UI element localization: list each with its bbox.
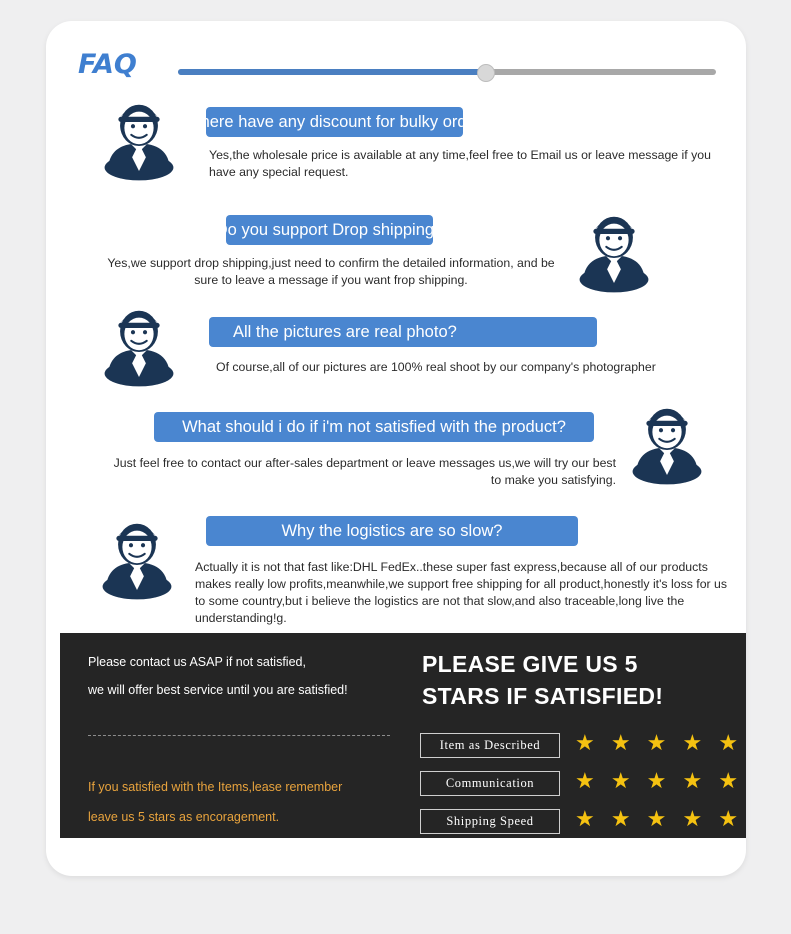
footer-divider (88, 735, 390, 736)
faq-item-4 (46, 389, 746, 499)
rating-label: Communication (420, 771, 560, 796)
support-agent-icon (96, 97, 182, 188)
support-agent-icon (94, 516, 180, 607)
footer-line-1: Please contact us ASAP if not satisfied, (88, 655, 306, 669)
progress-slider[interactable] (178, 68, 716, 76)
faq-item-1 (46, 89, 746, 199)
rating-row (420, 730, 744, 764)
slider-knob[interactable] (477, 64, 495, 82)
faq-answer-4: Just feel free to contact our after-sales department or leave messages us,we will try our best to make you satisfying. (113, 456, 616, 487)
footer-panel (60, 633, 746, 838)
footer-headline-1: PLEASE GIVE US 5 (422, 651, 638, 677)
rating-list (420, 730, 744, 847)
rating-stars: ★ ★ ★ ★ ★ (575, 806, 744, 831)
footer-line-2: we will offer best service until you are satisfied! (88, 683, 348, 697)
footer-line-4: leave us 5 stars as encoragement. (88, 810, 280, 824)
faq-answer-3: Of course,all of our pictures are 100% real shoot by our company's photographer (216, 360, 656, 374)
faq-question-4[interactable]: What should i do if i'm not satisfied with the product? (154, 412, 594, 442)
faq-answer-1: Yes,the wholesale price is available at any time,feel free to Email us or leave message if you have any special request. (209, 148, 711, 179)
faq-question-1[interactable]: Is there have any discount for bulky order? (206, 107, 463, 137)
rating-row (420, 768, 744, 802)
rating-label: Item as Described (420, 733, 560, 758)
rating-stars: ★ ★ ★ ★ ★ (575, 730, 744, 755)
page-title: FAQ (78, 49, 137, 80)
faq-question-2[interactable]: Do you support Drop shipping? (226, 215, 433, 245)
faq-item-5 (46, 491, 746, 631)
faq-item-2 (46, 197, 746, 307)
support-agent-icon (571, 209, 657, 300)
rating-label: Shipping Speed (420, 809, 560, 834)
faq-question-3[interactable]: All the pictures are real photo? (209, 317, 597, 347)
faq-question-5[interactable]: Why the logistics are so slow? (206, 516, 578, 546)
rating-stars: ★ ★ ★ ★ ★ (575, 768, 744, 793)
rating-row (420, 806, 744, 840)
faq-item-3 (46, 293, 746, 393)
faq-header (78, 41, 718, 87)
faq-card (46, 21, 746, 876)
faq-answer-2: Yes,we support drop shipping,just need to confirm the detailed information, and be sure to leave a message if you want frop shipping. (107, 256, 555, 287)
support-agent-icon (96, 303, 182, 394)
footer-line-3: If you satisfied with the Items,lease remember (88, 780, 343, 794)
slider-fill (178, 69, 485, 75)
support-agent-icon (624, 401, 710, 492)
footer-headline-2: STARS IF SATISFIED! (422, 683, 664, 709)
faq-answer-5: Actually it is not that fast like:DHL FedEx..these super fast express,because all of our products makes really low profits,meanwhile,we support free shipping for all product,honestly it's loss for us to some country,but i believe the logistics are not that slow,and also traceable,long live the understanding!g. (195, 560, 728, 625)
